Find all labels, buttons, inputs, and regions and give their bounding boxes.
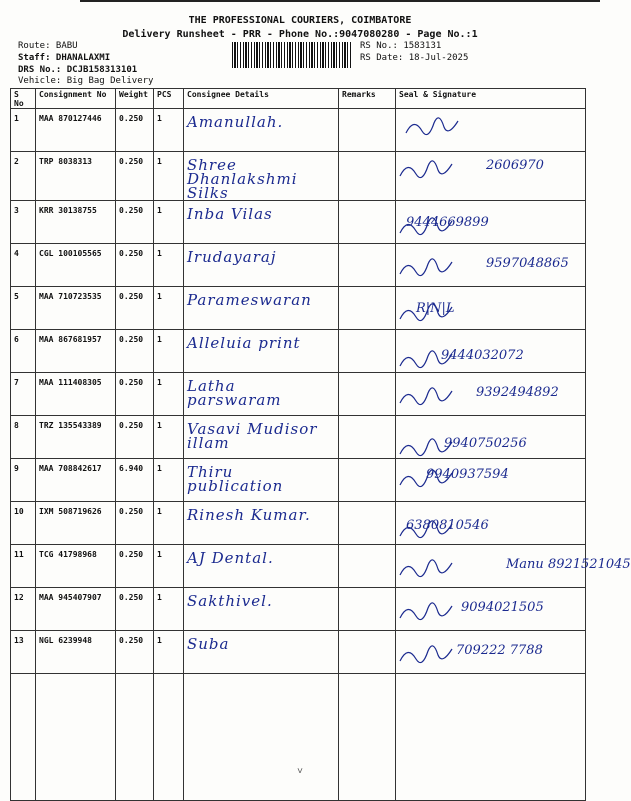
cell-weight: 0.250	[116, 545, 154, 588]
col-header-pcs: PCS	[154, 89, 184, 109]
table-row	[11, 287, 586, 330]
consignee-handwriting: Parameswaran	[187, 291, 312, 309]
cell-signature	[396, 152, 586, 201]
table-blank-row	[11, 674, 586, 801]
consignee-handwriting: Suba	[187, 635, 230, 653]
cell-consignee	[184, 244, 339, 287]
cell-consignment-no: MAA 870127446	[36, 109, 116, 152]
rs-date: RS Date: 18-Jul-2025	[360, 53, 469, 63]
table-row	[11, 373, 586, 416]
table-row	[11, 152, 586, 201]
cell-consignment-no: IXM 508719626	[36, 502, 116, 545]
cell-signature	[396, 416, 586, 459]
blank-cell	[116, 674, 154, 801]
cell-sno: 13	[11, 631, 36, 674]
cell-pcs: 1	[154, 373, 184, 416]
cell-consignment-no: NGL 6239948	[36, 631, 116, 674]
cell-remarks	[339, 287, 396, 330]
cell-consignee	[184, 416, 339, 459]
table-row	[11, 109, 586, 152]
staff-label: Staff: DHANALAXMI	[18, 53, 111, 63]
consignee-handwriting: Irudayaraj	[187, 248, 277, 266]
table-row	[11, 459, 586, 502]
col-header-signature: Seal & Signature	[396, 89, 586, 109]
cell-pcs: 1	[154, 502, 184, 545]
signature-phone: 709222 7788	[456, 643, 543, 658]
col-header-consignment: Consignment No	[36, 89, 116, 109]
rs-number: RS No.: 1583131	[360, 41, 442, 51]
cell-signature	[396, 201, 586, 244]
cell-consignee	[184, 287, 339, 330]
cell-sno: 4	[11, 244, 36, 287]
cell-consignee	[184, 109, 339, 152]
cell-consignee	[184, 201, 339, 244]
drs-number: DRS No.: DCJB158313101	[18, 65, 138, 75]
cell-consignee	[184, 588, 339, 631]
table-row	[11, 416, 586, 459]
table-header-row	[11, 89, 586, 109]
blank-cell	[36, 674, 116, 801]
cell-weight: 0.250	[116, 109, 154, 152]
consignee-handwriting: Inba Vilas	[187, 205, 273, 223]
signature-phone: 9094021505	[461, 600, 544, 615]
signature-phone: 9444669899	[406, 215, 489, 230]
cell-remarks	[339, 416, 396, 459]
blank-cell	[184, 674, 339, 801]
stray-mark: ˅	[297, 766, 304, 777]
cell-pcs: 1	[154, 631, 184, 674]
signature-phone: 9940937594	[426, 467, 509, 482]
blank-cell	[339, 674, 396, 801]
cell-pcs: 1	[154, 244, 184, 287]
table-row	[11, 244, 586, 287]
cell-sno: 11	[11, 545, 36, 588]
cell-weight: 0.250	[116, 287, 154, 330]
col-header-weight: Weight	[116, 89, 154, 109]
cell-weight: 6.940	[116, 459, 154, 502]
cell-sno: 5	[11, 287, 36, 330]
cell-consignment-no: MAA 111408305	[36, 373, 116, 416]
cell-weight: 0.250	[116, 502, 154, 545]
cell-weight: 0.250	[116, 588, 154, 631]
cell-consignee	[184, 330, 339, 373]
consignee-handwriting: Alleluia print	[187, 334, 301, 352]
cell-sno: 3	[11, 201, 36, 244]
cell-pcs: 1	[154, 588, 184, 631]
cell-signature	[396, 109, 586, 152]
signature-phone: 2606970	[486, 158, 544, 173]
barcode	[232, 42, 352, 68]
cell-consignment-no: TRZ 135543389	[36, 416, 116, 459]
cell-weight: 0.250	[116, 152, 154, 201]
cell-consignment-no: MAA 708842617	[36, 459, 116, 502]
consignee-handwriting: Rinesh Kumar.	[187, 506, 311, 524]
cell-weight: 0.250	[116, 373, 154, 416]
cell-consignee	[184, 459, 339, 502]
cell-pcs: 1	[154, 287, 184, 330]
cell-consignee	[184, 373, 339, 416]
consignee-handwriting: Thiru publication	[187, 463, 284, 495]
table-row	[11, 588, 586, 631]
company-title: THE PROFESSIONAL COURIERS, COIMBATORE	[188, 15, 412, 26]
cell-remarks	[339, 373, 396, 416]
table-row	[11, 330, 586, 373]
cell-weight: 0.250	[116, 201, 154, 244]
consignee-handwriting: Vasavi Mudisor illam	[187, 420, 318, 452]
cell-pcs: 1	[154, 416, 184, 459]
cell-consignment-no: MAA 867681957	[36, 330, 116, 373]
cell-remarks	[339, 330, 396, 373]
consignee-handwriting: Latha parswaram	[187, 377, 282, 409]
cell-pcs: 1	[154, 109, 184, 152]
cell-signature	[396, 330, 586, 373]
cell-signature	[396, 545, 631, 588]
cell-pcs: 1	[154, 201, 184, 244]
blank-cell	[396, 674, 586, 801]
cell-remarks	[339, 109, 396, 152]
cell-signature	[396, 588, 586, 631]
cell-remarks	[339, 545, 396, 588]
cell-weight: 0.250	[116, 416, 154, 459]
table-row	[11, 502, 586, 545]
cell-sno: 2	[11, 152, 36, 201]
signature-phone: R|N|L	[416, 301, 455, 316]
cell-consignee	[184, 502, 339, 545]
table-row	[11, 201, 586, 244]
cell-sno: 1	[11, 109, 36, 152]
cell-signature	[396, 631, 586, 674]
cell-remarks	[339, 244, 396, 287]
cell-remarks	[339, 201, 396, 244]
table-row	[11, 545, 586, 588]
cell-pcs: 1	[154, 545, 184, 588]
table-row	[11, 631, 586, 674]
signature-phone: 6380810546	[406, 518, 489, 533]
cell-consignee	[184, 631, 339, 674]
consignee-handwriting: AJ Dental.	[187, 549, 274, 567]
consignee-handwriting: Sakthivel.	[187, 592, 273, 610]
signature-phone: Manu 8921521045	[506, 557, 631, 572]
cell-signature	[396, 287, 586, 330]
signature-phone: 9597048865	[486, 256, 569, 271]
cell-weight: 0.250	[116, 244, 154, 287]
cell-consignment-no: MAA 710723535	[36, 287, 116, 330]
runsheet-table	[10, 88, 631, 801]
cell-sno: 8	[11, 416, 36, 459]
cell-consignment-no: MAA 945407907	[36, 588, 116, 631]
cell-consignee	[184, 545, 339, 588]
cell-remarks	[339, 631, 396, 674]
consignee-handwriting: Shree Dhanlakshmi Silks	[187, 156, 298, 202]
signature-scribble	[396, 109, 586, 151]
signature-phone: 9392494892	[476, 385, 559, 400]
cell-sno: 6	[11, 330, 36, 373]
cell-weight: 0.250	[116, 330, 154, 373]
vehicle-label: Vehicle: Big Bag Delivery	[18, 76, 154, 86]
cell-pcs: 1	[154, 152, 184, 201]
top-border-line	[80, 0, 600, 2]
cell-pcs: 1	[154, 459, 184, 502]
cell-sno: 12	[11, 588, 36, 631]
cell-consignment-no: TRP 8038313	[36, 152, 116, 201]
route-label: Route: BABU	[18, 41, 78, 51]
blank-cell	[11, 674, 36, 801]
signature-phone: 9940750256	[444, 436, 527, 451]
cell-signature	[396, 459, 586, 502]
cell-consignment-no: TCG 41798968	[36, 545, 116, 588]
col-header-sno: S No	[11, 89, 36, 109]
cell-remarks	[339, 459, 396, 502]
col-header-remarks: Remarks	[339, 89, 396, 109]
cell-pcs: 1	[154, 330, 184, 373]
col-header-consignee: Consignee Details	[184, 89, 339, 109]
blank-cell	[154, 674, 184, 801]
cell-weight: 0.250	[116, 631, 154, 674]
cell-signature	[396, 502, 586, 545]
signature-phone: 9444032072	[441, 348, 524, 363]
cell-sno: 10	[11, 502, 36, 545]
cell-consignment-no: CGL 100105565	[36, 244, 116, 287]
runsheet-subtitle: Delivery Runsheet - PRR - Phone No.:9047080280 - Page No.:1	[122, 29, 478, 40]
cell-signature	[396, 373, 586, 416]
cell-sno: 9	[11, 459, 36, 502]
cell-remarks	[339, 152, 396, 201]
cell-consignment-no: KRR 30138755	[36, 201, 116, 244]
cell-sno: 7	[11, 373, 36, 416]
cell-remarks	[339, 588, 396, 631]
consignee-handwriting: Amanullah.	[187, 113, 284, 131]
cell-signature	[396, 244, 586, 287]
cell-consignee	[184, 152, 339, 201]
cell-remarks	[339, 502, 396, 545]
